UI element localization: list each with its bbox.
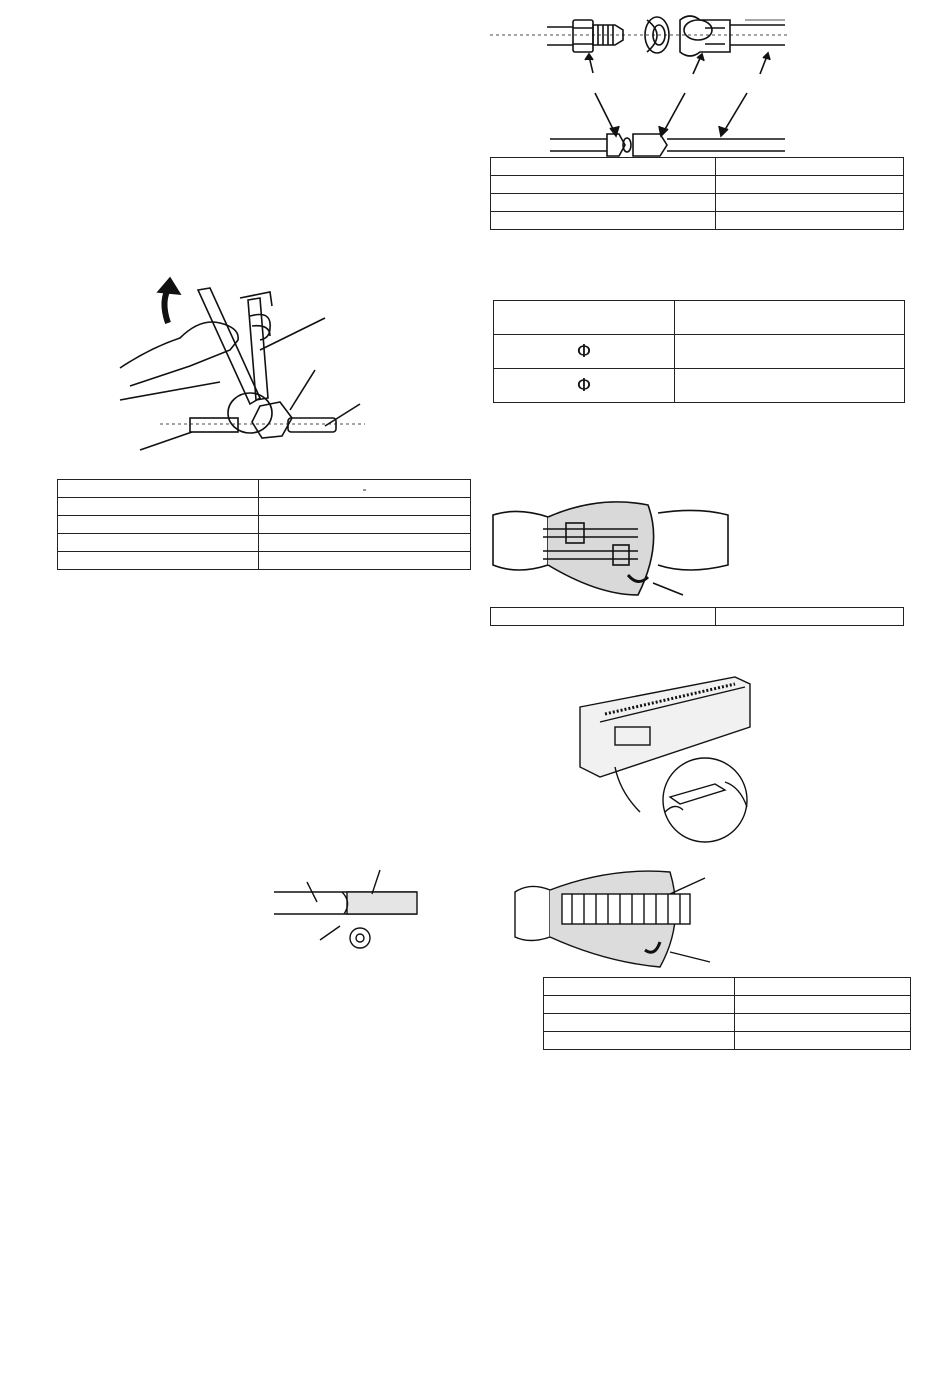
- torque-table: [57, 479, 471, 570]
- phi-symbol-1: Φ: [576, 341, 592, 362]
- torque-header-mark: -: [362, 481, 367, 496]
- insulation-sleeve-illustration: [488, 495, 748, 605]
- indoor-unit-illustration: [575, 672, 755, 847]
- wrench-tightening-illustration: [110, 278, 370, 458]
- flare-union-illustration: [485, 8, 805, 163]
- wrapped-sleeve-illustration: [510, 862, 720, 972]
- phi-symbol-2: Φ: [576, 375, 592, 396]
- pipe-size-table: [493, 300, 905, 403]
- sleeve-table: [490, 607, 904, 626]
- tape-wrap-illustration: [272, 862, 422, 962]
- union-table: [490, 157, 904, 230]
- wrap-table: [543, 977, 911, 1050]
